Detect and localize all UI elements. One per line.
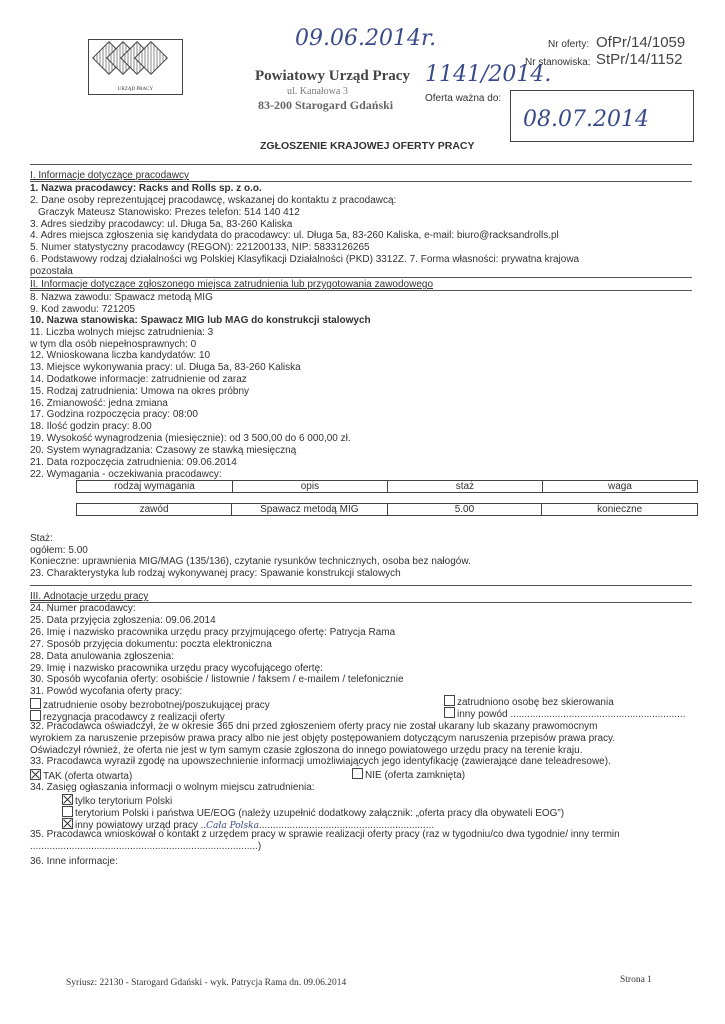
divider (30, 290, 692, 291)
field-line: pozostała (30, 266, 73, 277)
field-line: 24. Numer pracodawcy: (30, 603, 136, 614)
field-line: 29. Imię i nazwisko pracownika urzędu pracy wycofującego ofertę: (30, 663, 323, 674)
position-no-label: Nr stanowiska: (525, 57, 591, 68)
field-line: 26. Imię i nazwisko pracownika urzędu pracy przyjmującego ofertę: Patrycja Rama (30, 627, 396, 638)
field-line: Graczyk Mateusz Stanowisko: Prezes telefon: 514 140 412 (38, 207, 300, 218)
logo-text: URZĄD PRACY (117, 87, 154, 92)
handwritten-valid-date: 08.07.2014 (523, 107, 649, 132)
field-line: 30. Sposób wycofania oferty: osobiście / listownie / faksem / e-mailem / telefonicznie (30, 674, 404, 685)
field-line: 11. Liczba wolnych miejsc zatrudnienia: 3 (30, 327, 214, 338)
office-street: ul. Kanałowa 3 (287, 86, 348, 97)
range-dots: ............................................................... (259, 820, 435, 831)
field-line: 15. Rodzaj zatrudnienia: Umowa na okres próbny (30, 386, 250, 397)
field-line: ..................................................................................) (30, 841, 262, 852)
handwritten-date: 09.06.2014r. (295, 26, 437, 51)
field-line: 2. Dane osoby reprezentującej pracodawcę, wskazanej do kontaktu z pracodawcą: (30, 195, 397, 206)
field-line: 27. Sposób przyjęcia dokumentu: poczta elektroniczna (30, 639, 272, 650)
field-line: 8. Nazwa zawodu: Spawacz metodą MIG (30, 292, 213, 303)
field-line: Oświadczył również, że oferta nie jest w tym samym czasie zgłoszona do innego powiatowego urzędu pracy na terenie kraju. (30, 745, 583, 756)
withdraw-option[interactable] (444, 707, 685, 721)
employer-name: 1. Nazwa pracodawcy: Racks and Rolls sp. z o.o. (30, 183, 262, 194)
col-header: waga (542, 481, 697, 493)
page-number: Strona 1 (620, 975, 652, 985)
field-line: 36. Inne informacje: (30, 856, 118, 867)
field-line: 34. Zasięg ogłaszania informacji o wolnym miejscu zatrudnienia: (30, 782, 315, 793)
field-line: 12. Wnioskowana liczba kandydatów: 10 (30, 350, 211, 361)
field-line: 23. Charakterystyka lub rodzaj wykonywanej pracy: Spawanie konstrukcji stalowych (30, 568, 401, 579)
field-line: wyrokiem za naruszenie przepisów prawa pracy albo nie jest objęty postępowaniem dotyczącym naruszenia przepisów prawa pracy. (30, 733, 616, 744)
consent-no-label: NIE (oferta zamknięta) (365, 770, 466, 781)
offer-no-label: Nr oferty: (548, 39, 590, 50)
table-row (77, 504, 698, 516)
field-line: ogółem: 5.00 (30, 545, 88, 556)
withdraw-label: inny powód ............................................................... (457, 709, 686, 720)
col-header: rodzaj wymagania (77, 481, 233, 493)
section3-heading: III. Adnotacje urzędu pracy (30, 591, 149, 602)
checkbox[interactable] (30, 698, 41, 709)
field-line: 28. Data anulowania zgłoszenia: (30, 651, 174, 662)
field-line: 17. Godzina rozpoczęcia pracy: 08:00 (30, 409, 198, 420)
field-line: 18. Ilość godzin pracy: 8.00 (30, 421, 152, 432)
field-line: 9. Kod zawodu: 721205 (30, 304, 136, 315)
field-line: 6. Podstawowy rodzaj działalności wg Polskiej Klasyfikacji Działalności (PKD) 3312Z. 7. Forma własności: prywatna krajowa (30, 254, 580, 265)
checkbox-checked[interactable] (30, 769, 41, 780)
field-line: 5. Numer statystyczny pracodawcy (REGON): 221200133, NIP: 5833126265 (30, 242, 370, 253)
field-line: 20. System wynagradzania: Czasowy ze stawką miesięczną (30, 445, 297, 456)
valid-label: Oferta ważna do: (425, 93, 502, 104)
position-name: 10. Nazwa stanowiska: Spawacz MIG lub MAG do konstrukcji stalowych (30, 315, 371, 326)
footer-text: Syriusz: 22130 - Starogard Gdański - wyk. Patrycja Rama dn. 09.06.2014 (66, 978, 347, 988)
col-header: opis (232, 481, 387, 493)
checkbox[interactable] (444, 707, 455, 718)
valid-date-box (510, 90, 694, 142)
checkbox[interactable] (62, 806, 73, 817)
withdraw-label: zatrudniono osobę bez skierowania (457, 697, 614, 708)
field-line: 31. Powód wycofania oferty pracy: (30, 686, 183, 697)
section1-heading: I. Informacje dotyczące pracodawcy (30, 170, 189, 181)
table-cell: Spawacz metodą MIG (232, 504, 387, 516)
table-cell: konieczne (542, 504, 698, 516)
section2-heading: II. Informacje dotyczące zgłoszonego miejsca zatrudnienia lub przygotowania zawodowego (30, 279, 434, 290)
divider (30, 277, 692, 278)
range-label: inny powiatowy urząd pracy .. (75, 820, 207, 831)
field-line: 21. Data rozpoczęcia zatrudnienia: 09.06.2014 (30, 457, 237, 468)
requirements-header-table (76, 480, 698, 493)
field-line: 13. Miejsce wykonywania pracy: ul. Długa 5a, 83-260 Kaliska (30, 362, 301, 373)
field-line: 25. Data przyjęcia zgłoszenia: 09.06.2014 (30, 615, 216, 626)
field-line: Konieczne: uprawnienia MIG/MAG (135/136), czytanie rysunków technicznych, osoba bez nałogów. (30, 556, 471, 567)
field-line: 19. Wysokość wynagrodzenia (miesięcznie): od 3 500,00 do 6 000,00 zł. (30, 433, 351, 444)
handwritten-number: 1141/2014. (425, 62, 552, 87)
col-header: staż (387, 481, 542, 493)
range-label: tylko terytorium Polski (75, 796, 173, 807)
consent-yes-label: TAK (oferta otwarta) (43, 771, 133, 782)
offer-no: OfPr/14/1059 (596, 34, 686, 51)
withdraw-label: zatrudnienie osoby bezrobotnej/poszukującej pracy (43, 700, 270, 711)
table-cell: 5.00 (387, 504, 542, 516)
withdraw-label: rezygnacja pracodawcy z realizacji oferty (43, 712, 225, 723)
office-name: Powiatowy Urząd Pracy (255, 68, 410, 84)
position-no: StPr/14/1152 (596, 51, 683, 68)
field-line: 14. Dodatkowe informacje: zatrudnienie od zaraz (30, 374, 247, 385)
field-line: 35. Pracodawca wnioskował o kontakt z urzędem pracy w sprawie realizacji oferty pracy (raz w tygodniu/co dwa tygodnie/ inny termin (30, 829, 620, 840)
field-line: 22. Wymagania - oczekiwania pracodawcy: (30, 469, 222, 480)
handwritten-range: Cała Polska (206, 821, 259, 831)
range-label: terytorium Polski i państwa UE/EOG (należy uzupełnić dodatkowy załącznik: „oferta pracy dla obywateli EOG”) (75, 808, 565, 819)
consent-yes[interactable] (30, 769, 132, 783)
checkbox[interactable] (30, 710, 41, 721)
field-line: 33. Pracodawca wyraził zgodę na upowszechnienie informacji umożliwiających jego identyfikację (zawierające dane teleadresowe). (30, 756, 611, 767)
consent-no[interactable] (352, 768, 465, 782)
field-line: 4. Adres miejsca zgłoszenia się kandydata do pracodawcy: ul. Długa 5a, 83-260 Kaliska, e-mail: biuro@racksandrolls.pl (30, 230, 559, 241)
checkbox-checked[interactable] (62, 794, 73, 805)
field-line: 3. Adres siedziby pracodawcy: ul. Długa 5a, 83-260 Kaliska (30, 219, 293, 230)
office-logo (88, 39, 183, 95)
divider (30, 181, 692, 182)
office-city: 83-200 Starogard Gdański (258, 98, 394, 112)
field-line: 32. Pracodawca oświadczył, że w okresie 365 dni przed zgłoszeniem oferty pracy nie został ukarany lub skazany prawomocnym (30, 721, 598, 732)
requirements-row-table (76, 503, 698, 516)
divider (30, 164, 692, 165)
field-line: w tym dla osób niepełnosprawnych: 0 (30, 339, 197, 350)
table-cell: zawód (77, 504, 232, 516)
field-line: 16. Zmianowość: jedna zmiana (30, 398, 168, 409)
field-line: Staż: (30, 533, 53, 544)
checkbox[interactable] (444, 695, 455, 706)
checkbox-checked[interactable] (62, 818, 73, 829)
page-title: ZGŁOSZENIE KRAJOWEJ OFERTY PRACY (260, 140, 475, 152)
checkbox[interactable] (352, 768, 363, 779)
divider (30, 585, 692, 586)
